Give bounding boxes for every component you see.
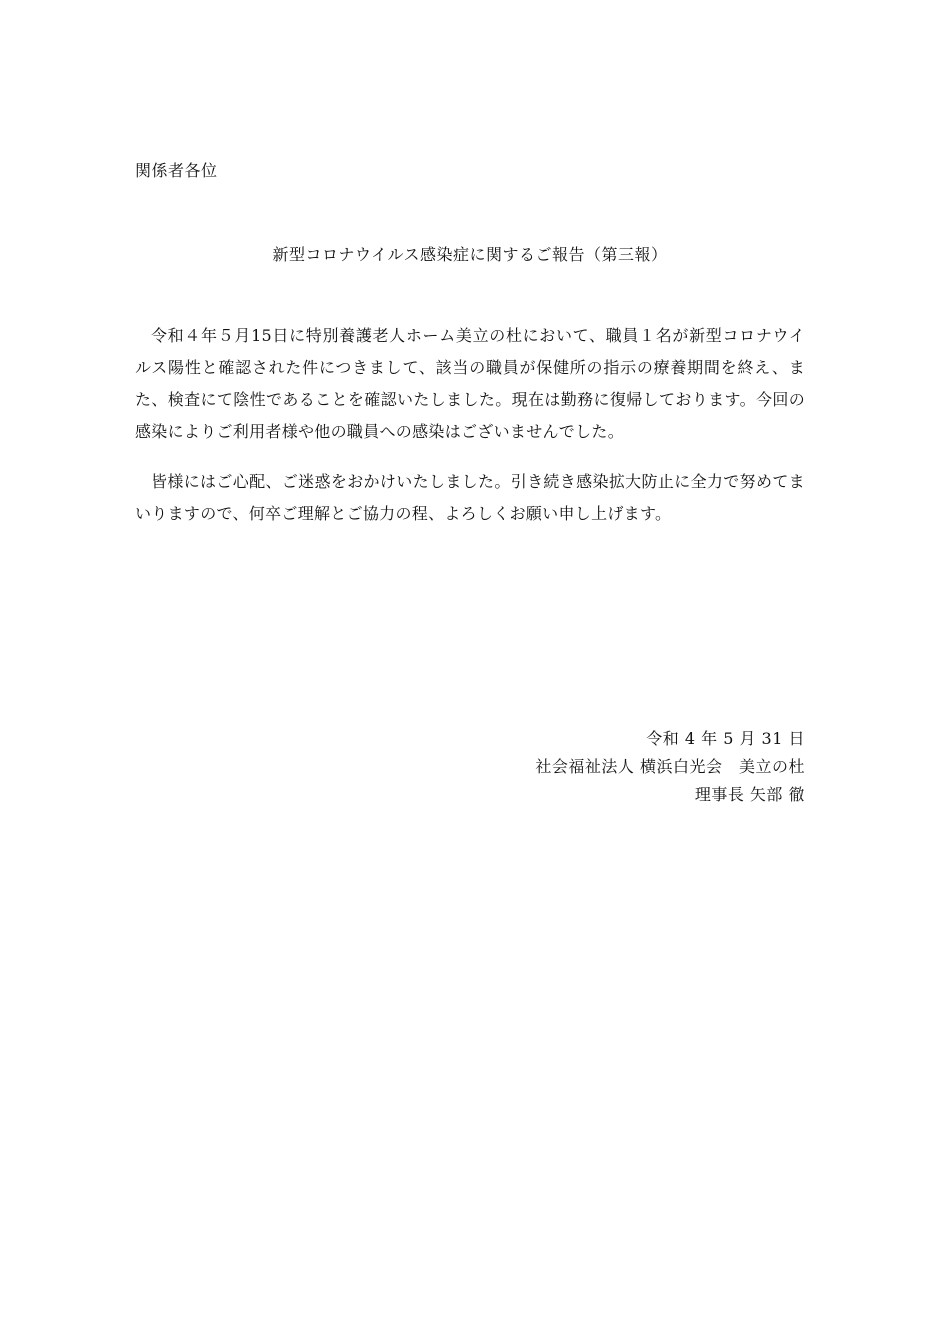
- signature-organization: 社会福祉法人 横浜白光会 美立の杜: [535, 757, 805, 776]
- body-paragraph-2-block: [135, 466, 805, 530]
- signature-block: [535, 725, 805, 809]
- document-title: [0, 243, 940, 267]
- signature-date: 令和 4 年 5 月 31 日: [646, 729, 805, 748]
- body-paragraph-2: 皆様にはご心配、ご迷惑をおかけいたしました。引き続き感染拡大防止に全力で努めてまいりますので、何卒ご理解とご協力の程、よろしくお願い申し上げます。: [135, 472, 805, 523]
- body-paragraph-1-block: [135, 320, 805, 448]
- body-paragraph-1: 令和４年５月15日に特別養護老人ホーム美立の杜において、職員１名が新型コロナウイルス陽性と確認された件につきまして、該当の職員が保健所の指示の療養期間を終え、また、検査にて陰性であることを確認いたしました。現在は勤務に復帰しております。今回の感染によりご利用者様や他の職員への感染はございませんでした。: [135, 326, 805, 441]
- document-title-text: 新型コロナウイルス感染症に関するご報告（第三報）: [272, 245, 668, 264]
- signature-representative: 理事長 矢部 徹: [694, 785, 805, 804]
- recipient-line: 関係者各位: [135, 161, 218, 180]
